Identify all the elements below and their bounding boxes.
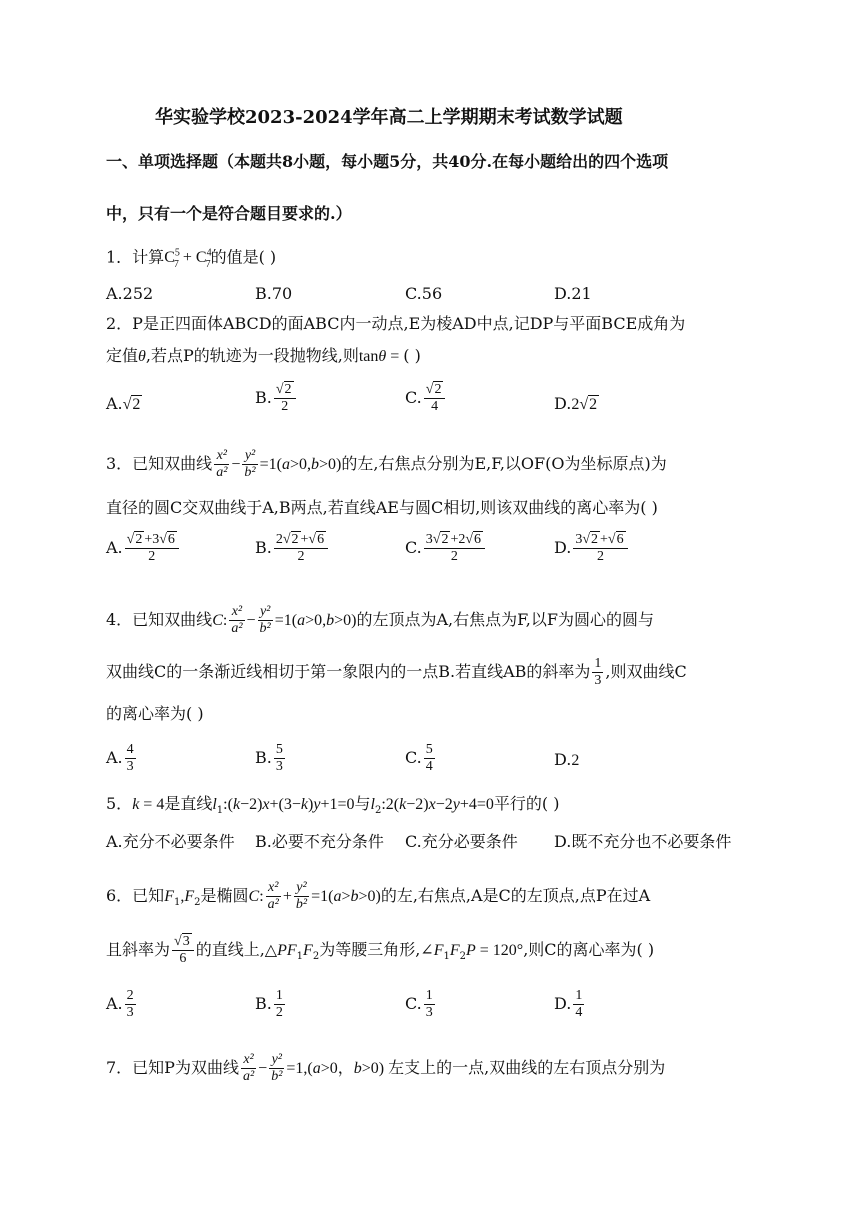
question-4-option-b: B. $\frac{5}{3}$	[255, 742, 283, 774]
question-1-stem: 1．计算$C^5_7 + C^4_7$的值是( )	[106, 247, 277, 270]
question-5-stem: 5．k = 4是直线$l_1:(k-2)x+(3-k)y+1=0$与$l_2:2(k-2)x-2y+4=0$平行的( )	[106, 794, 560, 817]
question-4-option-a: A. $\frac{4}{3}$	[106, 742, 134, 774]
question-4-line3: 的离心率为( )	[106, 704, 204, 723]
question-3-option-c: C. $\frac{3√2 +2√6}{2}$	[405, 532, 487, 565]
question-3-option-a: A. $\frac{√2 +3√6}{2}$	[106, 532, 181, 565]
question-2-line1: 2．P是正四面体ABCD的面ABC内一动点,E为棱AD中点,记DP与平面BCE成角为	[106, 314, 686, 333]
question-5-option-b: B.必要不充分条件	[255, 832, 384, 851]
question-5-option-a: A.充分不必要条件	[106, 832, 235, 851]
question-6-line2: 且斜率为 $\frac{√3}{6}$ 的直线上$,\triangle PF_1F_2$为等腰三角形$,\angle F_1F_2P = 120^\circ$,则C的离心率为( )	[106, 934, 655, 966]
section-heading-line2: 中，只有一个是符合题目要求的.）	[106, 204, 352, 223]
question-2-option-a: A.√2	[106, 394, 141, 413]
question-1-option-b: B.70	[255, 284, 293, 303]
question-3-option-b: B. $\frac{2√2 +√6}{2}$	[255, 532, 330, 565]
question-4-option-c: C. $\frac{5}{4}$	[405, 742, 433, 774]
question-5-option-d: D.既不充分也不必要条件	[554, 832, 732, 851]
question-3-line1: 3．已知双曲线 $\frac{\text{x²}}{\text{a²}}$ − $\frac{\text{y²}}{\text{b²}}$ =1(a>0,b>0)的左,右焦点分别为E,F,以OF(O为坐标原点)为	[106, 448, 667, 480]
exam-title: 华实验学校2023-2024学年高二上学期期末考试数学试题	[155, 107, 623, 128]
question-6-option-c: C. $\frac{1}{3}$	[405, 988, 433, 1020]
question-6-option-b: B. $\frac{1}{2}$	[255, 988, 283, 1020]
question-5-option-c: C.充分必要条件	[405, 832, 518, 851]
question-3-option-d: D. $\frac{3√2 +√6}{2}$	[554, 532, 630, 565]
formula: $C^5_7 + C^4_7$	[164, 248, 212, 270]
question-6-line1: 6．已知$F_1,F_2$是椭圆C: $\frac{\text{x²}}{\text{a²}}$ + $\frac{\text{y²}}{\text{b²}}$ =1(a>b>0)的左,右焦点,A是C的左顶点,点P在过A	[106, 880, 651, 912]
question-1-option-c: C.56	[405, 284, 443, 303]
question-2-option-b: B. $\frac{√2}{2}$	[255, 382, 298, 415]
question-6-option-d: D. $\frac{1}{4}$	[554, 988, 583, 1020]
question-2-line2: 定值θ,若点P的轨迹为一段抛物线,则tanθ = ( )	[106, 346, 421, 365]
question-7-line1: 7．已知P为双曲线 $\frac{\text{x²}}{\text{a²}}$ − $\frac{\text{y²}}{\text{b²}}$ =1,(a>0，b>0) 左支上的一点,双曲线的左右顶点分别为	[106, 1052, 666, 1084]
question-4-line1: 4．已知双曲线C: $\frac{\text{x²}}{\text{a²}}$ − $\frac{\text{y²}}{\text{b²}}$ =1(a>0,b>0)的左顶点为A,右焦点为F,以F为圆心的圆与	[106, 604, 654, 636]
question-4-line2: 双曲线C的一条渐近线相切于第一象限内的一点B.若直线AB的斜率为 $\frac{1}{3}$ ,则双曲线C	[106, 656, 687, 688]
question-2-option-d: D.2√2	[554, 394, 598, 413]
question-3-line2: 直径的圆C交双曲线于A,B两点,若直线AE与圆C相切,则该双曲线的离心率为( )	[106, 498, 658, 517]
section-heading-line1: 一、单项选择题（本题共8小题，每小题5分，共40分.在每小题给出的四个选项	[106, 152, 669, 171]
question-1-option-d: D.21	[554, 284, 592, 303]
question-1-option-a: A.252	[106, 284, 154, 303]
question-4-option-d: D.2	[554, 750, 580, 769]
question-2-option-c: C. $\frac{√2}{4}$	[405, 382, 447, 415]
question-6-option-a: A. $\frac{2}{3}$	[106, 988, 134, 1020]
